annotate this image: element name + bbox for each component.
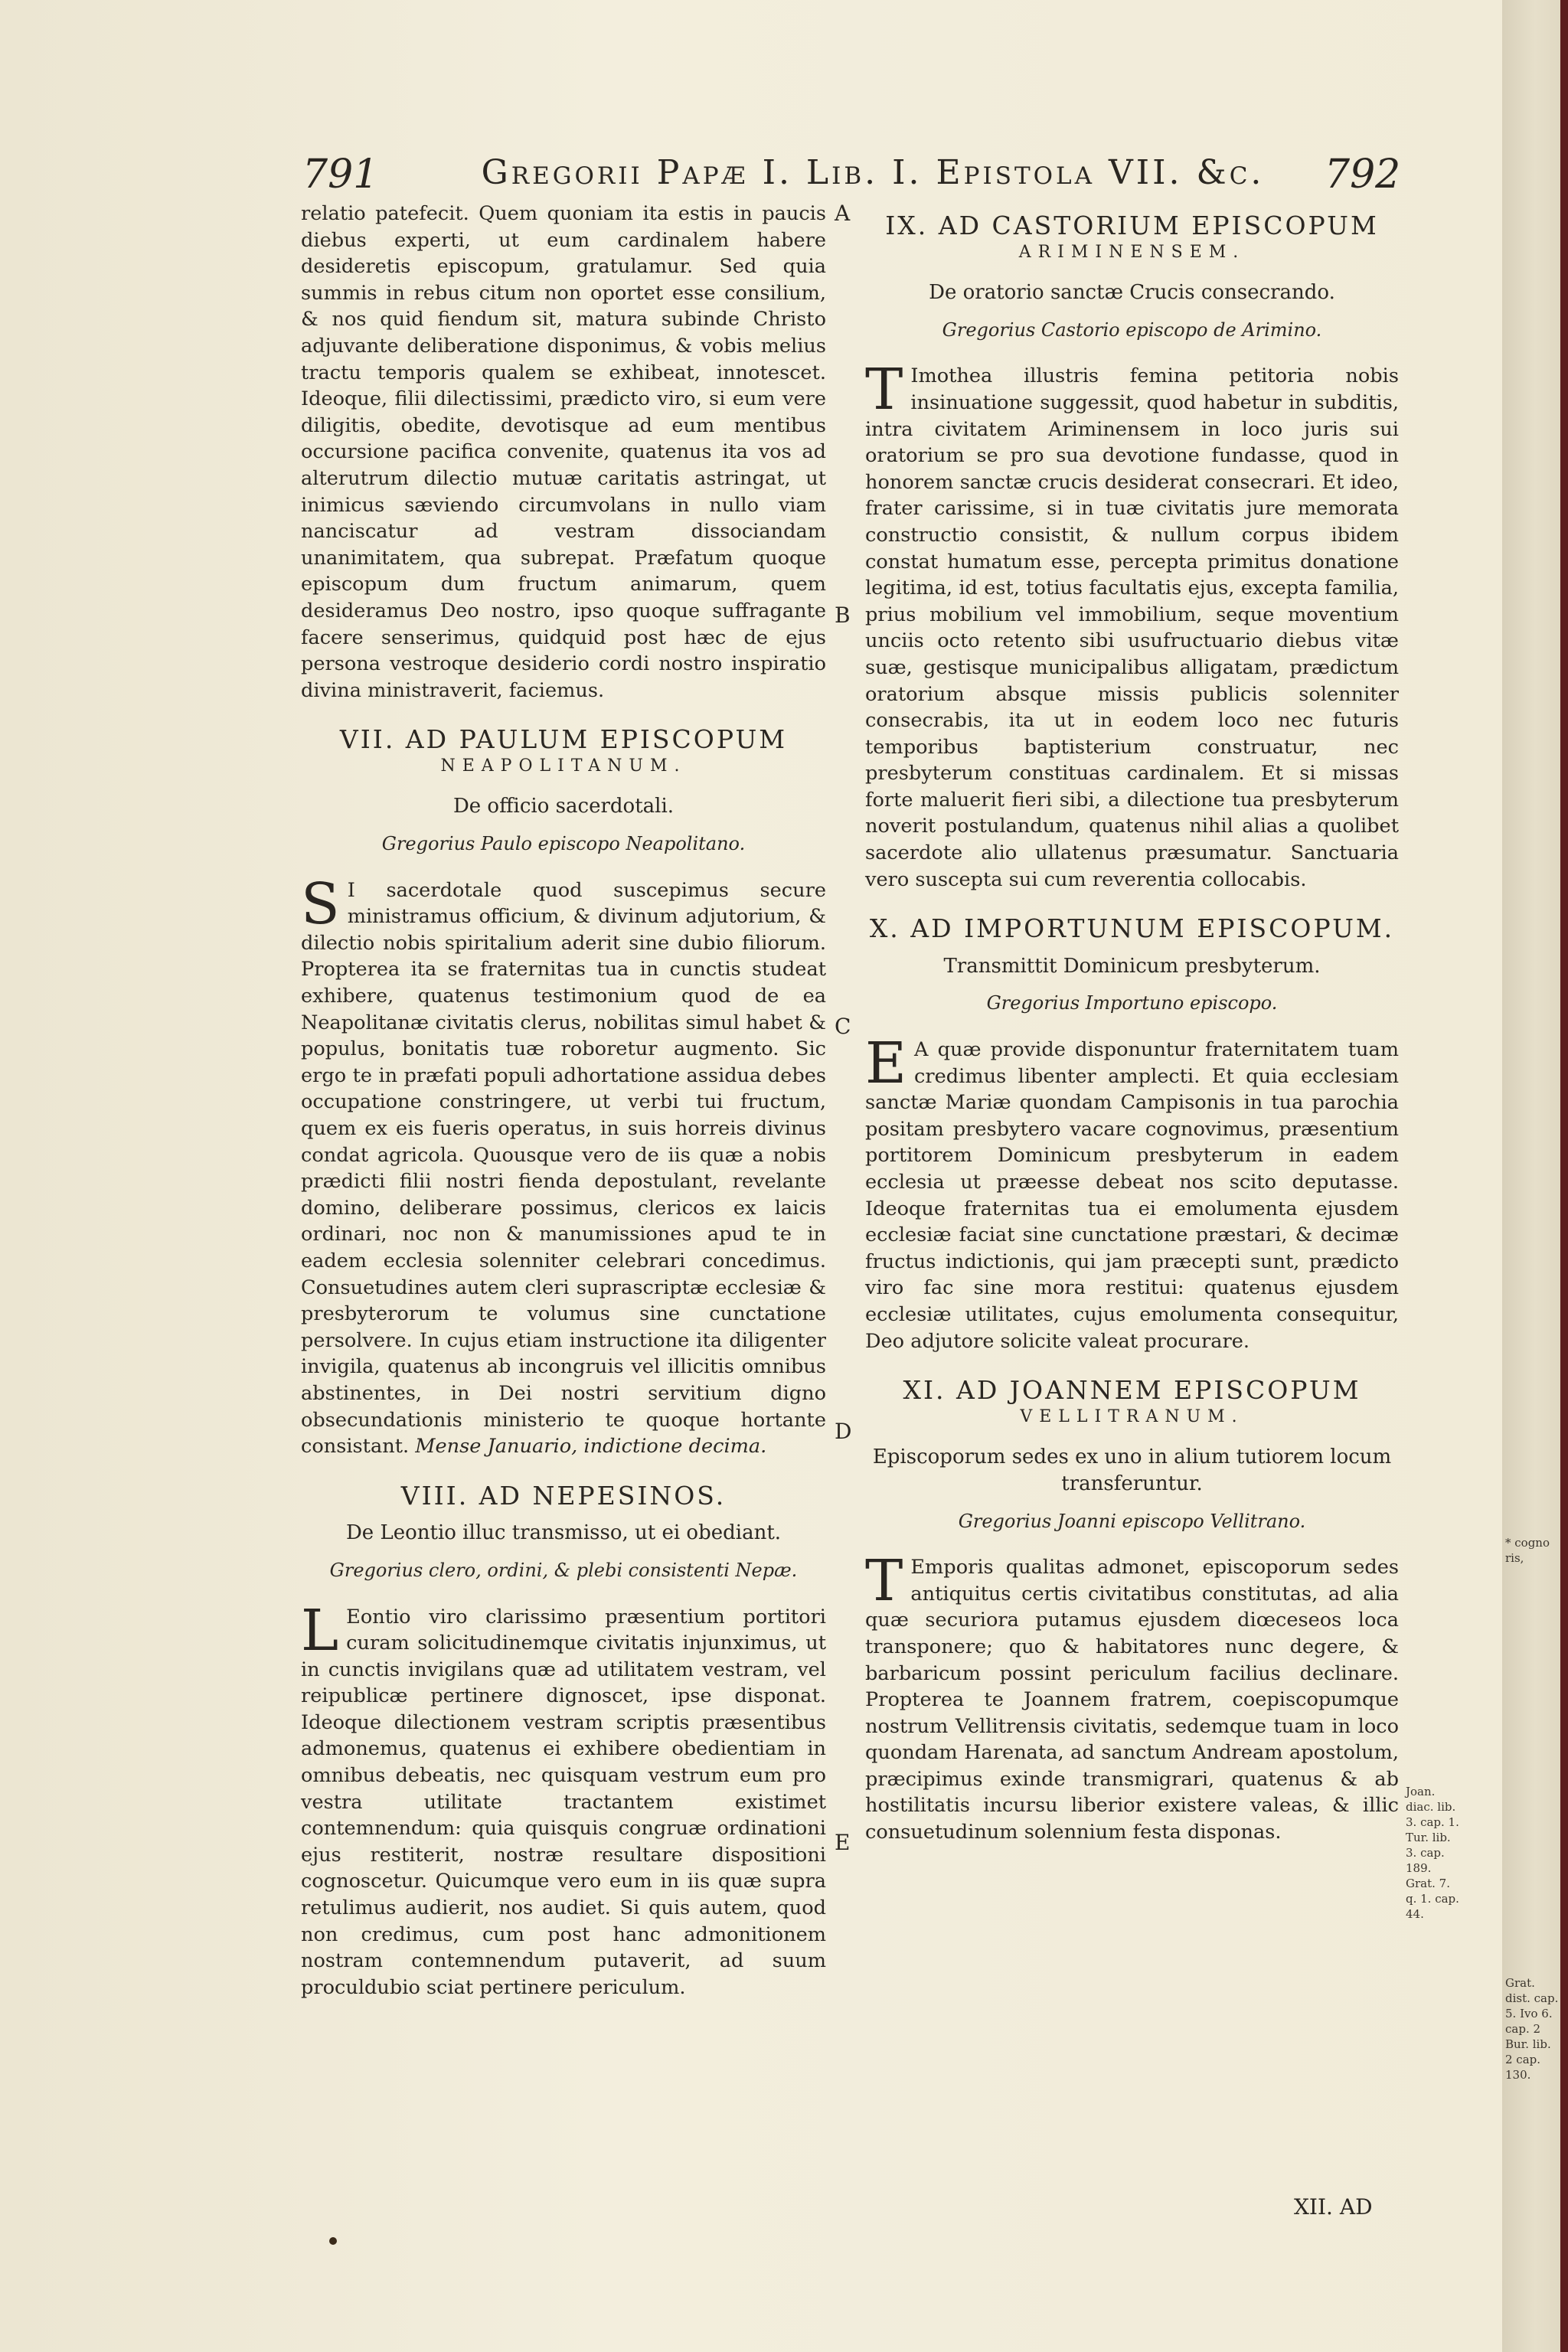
- epistle-10-text: A quæ provide disponuntur fraternitatem tuam credimus libenter amplecti. Et quia ecclesiam sanctæ Mariæ quondam Campisonis in tua parochia positam presbytero vacare cognovimus, præsentium portitorem Dominicum presbyterum in eadem ecclesia ut præesse debeat nos scito deputasse. Ideoque fraternitas tua ei emolumenta ejusdem ecclesiæ faciat sine cunctatione præstari, & decimæ fructus indictionis, qui jam præcepti sunt, prædicto viro fac sine mora restitui: quatenus ejusdem ecclesiæ utilitates, cujus emolumenta consequitur, Deo adjutore solicite valeat procurare.: [865, 1038, 1399, 1353]
- epistle-9-topic: De oratorio sanctæ Crucis consecrando.: [929, 281, 1335, 305]
- section-marker-b: B: [835, 603, 851, 628]
- epistle-8-topic: De Leontio illuc transmisso, ut ei obediant.: [345, 1521, 782, 1545]
- epistle-7-incipit: Gregorius Paulo episcopo Neapolitano.: [381, 833, 746, 855]
- epistle-7-text: I sacerdotale quod suscepimus secure ministramus officium, & divinum adjutorium, & dilectio nobis spiritalium aderit sine dubio filiorum. Propterea ita se fraternitas tua in cunctis studeat exhibere, quatenus testimonium quod de ea Neapolitanæ civitatis clerus, nobilitas simul habet & populus, bonitatis tuæ roboretur augmento. Sic ergo te in præfati populi adhortatione assidua debes occupatione constringere, ut verbi tui fructum, quem ex eis fueris operatus, in suis horreis divinus condat agricola. Quousque vero de iis quæ a nobis prædicti filii nostri fienda depostulant, revelante domino, deliberare possimus, clericos ex laicis ordinari, noc non & manumissiones apud te in eadem ecclesia solenniter celebrari concedimus. Consuetudines autem cleri suprascriptæ ecclesiæ & presbyterorum te volumus sine cunctatione persolvere. In cujus etiam instructione ita diligenter invigila, quatenus ab incongruis vel illicitis omnibus abstinentes, in Dei nostri servitium digno obsecundationis ministerio te quoque hortante consistant.: [301, 878, 826, 1459]
- margin-note-facing-bottom: Grat. dist. cap. 5. Ivo 6. cap. 2 Bur. lib. 2 cap. 130.: [1505, 1976, 1559, 2082]
- drop-cap: E: [865, 1031, 907, 1097]
- epistle-9-incipit: Gregorius Castorio episcopo de Arimino.: [942, 318, 1322, 341]
- epistle-9-heading: IX. AD CASTORIUM EPISCOPUM: [885, 211, 1379, 240]
- margin-note-facing-top: * cogno ris,: [1505, 1536, 1550, 1565]
- drop-cap: S: [301, 871, 340, 937]
- epistle-10-body: [865, 1031, 1399, 1354]
- epistle-10-incipit: Gregorius Importuno episcopo.: [986, 992, 1278, 1014]
- running-title: Gregorii Papæ I. Lib. I. Epistola VII. &c.: [481, 153, 1265, 192]
- drop-cap: T: [865, 1548, 903, 1615]
- epistle-11-heading: XI. AD JOANNEM EPISCOPUM: [903, 1375, 1361, 1406]
- page-number-right: 792: [1325, 152, 1401, 198]
- epistle-7-subheading: NEAPOLITANUM.: [440, 756, 687, 776]
- epistle-7-topic: De officio sacerdotali.: [452, 795, 675, 818]
- epistle-7-body: [301, 871, 826, 1460]
- epistle-11-incipit: Gregorius Joanni episcopo Vellitrano.: [958, 1510, 1306, 1532]
- catchword: XII. AD: [1294, 2194, 1373, 2220]
- epistle-10-topic: Transmittit Dominicum presbyterum.: [943, 954, 1321, 978]
- opening-paragraph: relatio patefecit. Quem quoniam ita estis in paucis diebus experti, ut eum cardinalem habere desideretis episcopum, gratulamur. Sed quia summis in rebus citum non oportet esse consilium, & nos quid fiendum sit, matura subinde Christo adjuvante deliberatione disponimus, & vobis melius tractu temporis qualem se exhibeat, innotescet. Ideoque, filii dilectissimi, prædicto viro, si eum vere diligitis, obedite, devotisque ad eum mentibus occursione pacifica convenite, quatenus ita vos ad alterutrum dilectio mutuæ caritatis astringat, ut inimicus sæviendo circumvolans in nullo viam nanciscatur ad vestram dissociandam unanimitatem, qua subrepat. Præfatum quoque episcopum dum fructum animarum, quem desideramus Deo nostro, ipso quoque suffragante facere senserimus, quidquid post hæc de ejus persona vestroque desiderio cordi nostro inspiratio divina ministraverit, faciemus.: [301, 202, 826, 702]
- drop-cap: T: [865, 357, 903, 423]
- section-marker-d: D: [835, 1419, 852, 1444]
- epistle-11-topic: Episcoporum sedes ex uno in alium tutiorem locum transferuntur.: [872, 1446, 1392, 1495]
- epistle-11-text: Emporis qualitas admonet, episcoporum sedes antiquitus certis civitatibus constitutas, ad alia quæ securiora putamus ejusdem diœceseos loca transponere; quo & habitatores nunc degere, & barbaricum possint periculum facilius declinare. Propterea te Joannem fratrem, coepiscopumque nostrum Vellitrensis civitatis, sedemque tuam in loco quondam Harenata, ad sanctum Andream apostolum, præcipimus exinde transmigrari, quatenus & ab hostilitatis incursu liberior existere valeas, & illic consuetudinum solennium festa disponas.: [865, 1556, 1399, 1844]
- section-marker-a: A: [835, 201, 851, 226]
- epistle-9-body: [865, 357, 1399, 893]
- epistle-8-incipit: Gregorius clero, ordini, & plebi consistenti Nepæ.: [329, 1559, 798, 1581]
- right-column: [865, 201, 1399, 1846]
- epistle-10-heading: X. AD IMPORTUNUM EPISCOPUM.: [869, 913, 1395, 944]
- epistle-9-text: Imothea illustris femina petitoria nobis insinuatione suggessit, quod habetur in subditis, intra civitatem Ariminensem in loco juris sui oratorium se pro sua devotione fundasse, quod in honorem sanctæ crucis desiderat consecrari. Et ideo, frater carissime, si in tuæ civitatis jure memorata constructio consistit, & nullum corpus ibidem constat humatum esse, percepta primitus donatione legitima, id est, totius facultatis ejus, excepta familia, prius mobilium vel immobilium, seque moventium unciis octo retento sibi usufructuario diebus vitæ suæ, gestisque municipalibus alligatam, prædictum oratorium absque missis publicis solenniter consecrabis, ita ut in eodem loco nec futuris temporibus baptisterium construatur, nec presbyterum constituas cardinalem. Et si missas forte maluerit fieri sibi, a dilectione tua presbyterum noverit postulandum, quatenus nihil alias a quolibet sacerdote alio ullatenus præsumatur. Sanctuaria vero suscepta sui cum reverentia collocabis.: [865, 364, 1399, 891]
- epistle-11-body: [865, 1548, 1399, 1846]
- drop-cap: L: [301, 1597, 339, 1664]
- epistle-7-heading: VII. AD PAULUM EPISCOPUM: [339, 724, 788, 755]
- epistle-8-body: [301, 1597, 826, 2001]
- page-number-left: 791: [302, 152, 379, 198]
- epistle-8-heading: VIII. AD NEPESINOS.: [400, 1480, 727, 1511]
- section-marker-c: C: [835, 1014, 851, 1039]
- epistle-11-subheading: VELLITRANUM.: [1020, 1406, 1244, 1426]
- ink-spot: [329, 2237, 337, 2245]
- epistle-9-subheading: ARIMINENSEM.: [1018, 242, 1246, 262]
- margin-note-sources: Joan. diac. lib. 3. cap. 1. Tur. lib. 3. cap. 189. Grat. 7. q. 1. cap. 44.: [1406, 1785, 1459, 1921]
- left-column: [301, 201, 826, 2001]
- epistle-7-date: Mense Januario, indictione decima.: [415, 1435, 767, 1459]
- section-marker-e: E: [835, 1830, 851, 1855]
- epistle-8-text: Eontio viro clarissimo præsentium portitori curam solicitudinemque civitatis injunximus, ut in cunctis invigilans quæ ad utilitatem vestram, vel reipublicæ pertinere dignoscet, ipse disponat. Ideoque dilectionem vestram scriptis præsentibus admonemus, quatenus ei exhibere obedientiam in omnibus debeatis, nec quisquam vestrum eum pro vestra utilitate tractantem existimet contemnendum: quia quisquis congruæ ordinationi ejus restiterit, nostræ resultare dispositioni cognoscetur. Quicumque vero eum in iis quæ supra retulimus audierit, nos audiet. Si quis autem, quod non credimus, cum post hanc admonitionem nostram contemnendum putaverit, ad suum proculdubio sciat pertinere periculum.: [301, 1605, 826, 1999]
